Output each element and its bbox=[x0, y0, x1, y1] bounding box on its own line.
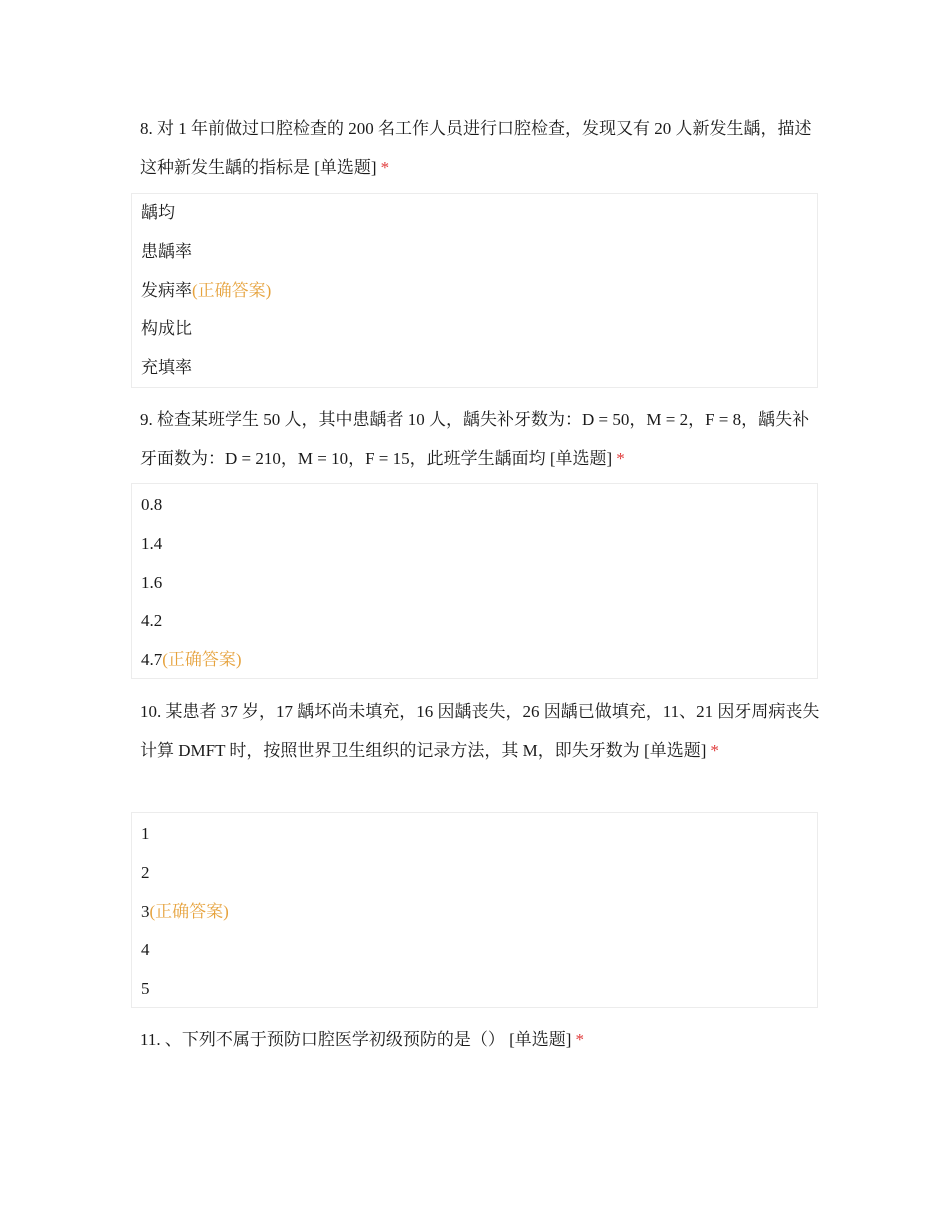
option-label: 龋均 bbox=[141, 203, 175, 222]
option-label: 充填率 bbox=[141, 358, 192, 378]
option-label: 4.7 bbox=[141, 650, 163, 670]
option-item[interactable] bbox=[132, 641, 817, 680]
option-item[interactable] bbox=[132, 194, 817, 233]
option-item[interactable] bbox=[132, 970, 817, 1009]
option-item[interactable] bbox=[132, 931, 817, 970]
option-item[interactable] bbox=[132, 349, 817, 388]
required-mark: * bbox=[616, 448, 625, 468]
option-item[interactable] bbox=[132, 564, 817, 603]
option-label: 4 bbox=[141, 940, 150, 960]
option-label: 4.2 bbox=[141, 611, 163, 631]
option-item[interactable] bbox=[132, 310, 817, 349]
option-label: 0.8 bbox=[141, 495, 163, 514]
option-label: 3 bbox=[141, 901, 150, 921]
option-item[interactable] bbox=[132, 233, 817, 272]
question-10-title bbox=[140, 693, 820, 770]
question-text: 11. 、下列不属于预防口腔医学初级预防的是（） [单选题] bbox=[140, 1030, 572, 1049]
option-label: 构成比 bbox=[141, 319, 192, 339]
option-item[interactable] bbox=[132, 272, 817, 311]
required-mark: * bbox=[710, 740, 719, 760]
question-11-title bbox=[140, 1021, 820, 1060]
correct-answer-note: (正确答案) bbox=[162, 650, 242, 670]
option-item[interactable] bbox=[132, 815, 817, 854]
question-10-options bbox=[131, 812, 818, 1008]
question-8-options bbox=[131, 193, 818, 388]
option-label: 发病率 bbox=[141, 280, 192, 300]
option-label: 5 bbox=[141, 979, 150, 999]
option-item[interactable] bbox=[132, 525, 817, 564]
question-8-title bbox=[140, 110, 820, 187]
correct-answer-note: (正确答案) bbox=[149, 901, 229, 921]
question-text: 10. 某患者 37 岁，17 龋坏尚未填充，16 因龋丧失，26 因龋已做填充，11、21 因牙周病丧失计算 DMFT 时，按照世界卫生组织的记录方法，其 M，即失牙数为 [单选题] bbox=[140, 702, 820, 760]
option-label: 1.6 bbox=[141, 572, 163, 592]
correct-answer-note: (正确答案) bbox=[192, 280, 272, 300]
required-mark: * bbox=[380, 157, 390, 177]
option-item[interactable] bbox=[132, 486, 817, 525]
required-mark: * bbox=[575, 1030, 584, 1049]
option-item[interactable] bbox=[132, 854, 817, 893]
question-text: 8. 对 1 年前做过口腔检查的 200 名工作人员进行口腔检查，发现又有 20 人新发生龋，描述这种新发生龋的指标是 [单选题] bbox=[140, 119, 812, 177]
option-item[interactable] bbox=[132, 893, 817, 932]
option-label: 1.4 bbox=[141, 533, 163, 553]
option-label: 患龋率 bbox=[141, 241, 192, 261]
question-9-title bbox=[140, 401, 820, 478]
option-label: 1 bbox=[141, 824, 150, 843]
option-label: 2 bbox=[141, 862, 150, 882]
question-9-options bbox=[131, 483, 818, 679]
question-text: 9. 检查某班学生 50 人，其中患龋者 10 人，龋失补牙数为：D = 50，M = 2，F = 8，龋失补牙面数为：D = 210，M = 10，F = 15，此班学生龋面均 [单选题] bbox=[140, 410, 810, 468]
option-item[interactable] bbox=[132, 602, 817, 641]
